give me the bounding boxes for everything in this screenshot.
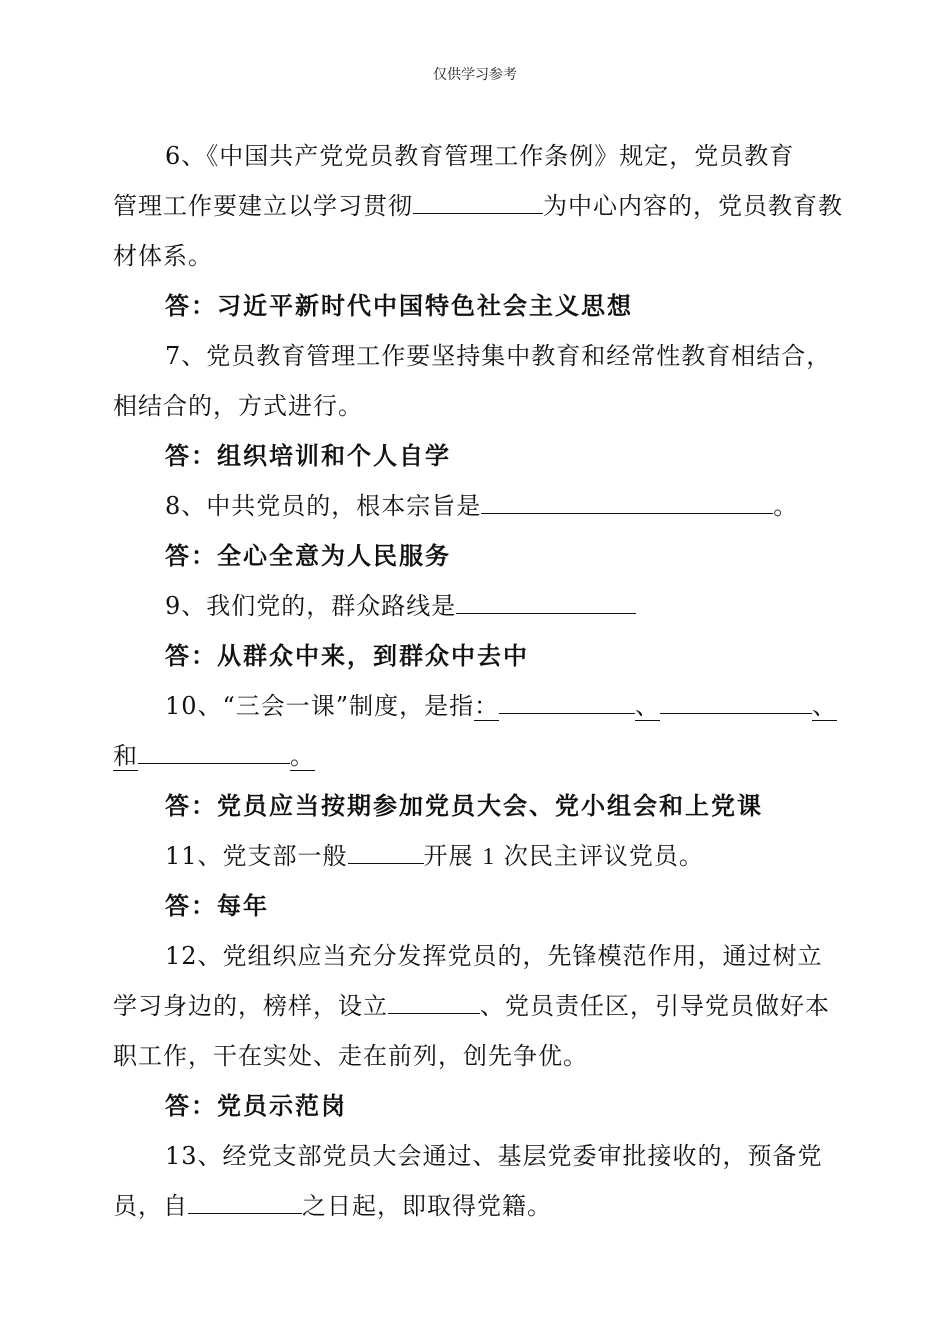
question-11-text-b: 开展: [423, 842, 474, 870]
answer-12: 答：党员示范岗: [165, 1091, 347, 1120]
question-11-count: 1: [482, 844, 496, 870]
question-10-end: 。: [290, 742, 315, 770]
question-11-text-c: 次民主评议党员。: [503, 842, 704, 870]
question-11-line-1: [165, 836, 704, 871]
question-8-line-1: [165, 486, 798, 521]
fill-blank: [348, 841, 424, 864]
question-9-text: 9、我们党的，群众路线是: [165, 592, 457, 620]
answer-6: 答：习近平新时代中国特色社会主义思想: [165, 291, 633, 320]
question-8-text: 8、中共党员的，根本宗旨是: [165, 492, 482, 520]
question-7-line-1: 7、党员教育管理工作要坚持集中教育和经常性教育相结合，: [165, 342, 832, 370]
question-6-line-3: 材体系。: [113, 242, 213, 270]
fill-blank: [456, 591, 636, 614]
question-12-line-2: [113, 986, 830, 1021]
question-7-line-2: 相结合的，方式进行。: [113, 392, 363, 420]
question-11-text-a: 11、党支部一般: [165, 842, 348, 870]
question-12-line-1: 12、党组织应当充分发挥党员的，先锋模范作用，通过树立: [165, 942, 823, 970]
page-header: 仅供学习参考: [433, 67, 517, 83]
question-6-text-b: 为中心内容的，党员教育教: [543, 192, 843, 220]
fill-blank: [138, 741, 290, 764]
fill-blank: [481, 491, 773, 514]
answer-9: 答：从群众中来，到群众中去中: [165, 641, 529, 670]
question-10-line-2: [113, 736, 315, 771]
fill-blank: [388, 991, 480, 1014]
question-10-text: 10、“三会一课”制度，是指: [165, 692, 475, 720]
answer-7: 答：组织培训和个人自学: [165, 441, 451, 470]
question-13-line-2: [113, 1186, 552, 1221]
question-10-colon: ：: [474, 692, 500, 720]
question-12-text-b: 、党员责任区，引导党员做好本: [480, 992, 830, 1020]
answer-11: 答：每年: [165, 891, 269, 920]
answer-8: 答：全心全意为人民服务: [165, 541, 451, 570]
question-9-line-1: [165, 586, 636, 621]
fill-blank: [499, 691, 635, 714]
question-10-sep-1: 、: [635, 692, 661, 720]
question-10-sep-2: 、: [812, 692, 838, 720]
question-12-text-a: 学习身边的，榜样，设立: [113, 992, 388, 1020]
question-10-and: 和: [113, 742, 138, 770]
question-12-line-3: 职工作，干在实处、走在前列，创先争优。: [113, 1042, 588, 1070]
question-13-text-b: 之日起，即取得党籍。: [302, 1192, 552, 1220]
fill-blank: [660, 691, 812, 714]
answer-10: 答：党员应当按期参加党员大会、党小组会和上党课: [165, 791, 763, 820]
question-6-text-a: 管理工作要建立以学习贯彻: [113, 192, 413, 220]
question-10-line-1: [165, 686, 837, 721]
question-6-line-2: [113, 186, 843, 221]
fill-blank: [413, 191, 543, 214]
question-13-text-a: 员，自: [113, 1192, 188, 1220]
fill-blank: [188, 1191, 302, 1214]
question-6-line-1: 6、《中国共产党党员教育管理工作条例》规定，党员教育: [165, 142, 795, 170]
question-8-end: 。: [773, 492, 799, 520]
question-13-line-1: 13、经党支部党员大会通过、基层党委审批接收的，预备党: [165, 1142, 823, 1170]
